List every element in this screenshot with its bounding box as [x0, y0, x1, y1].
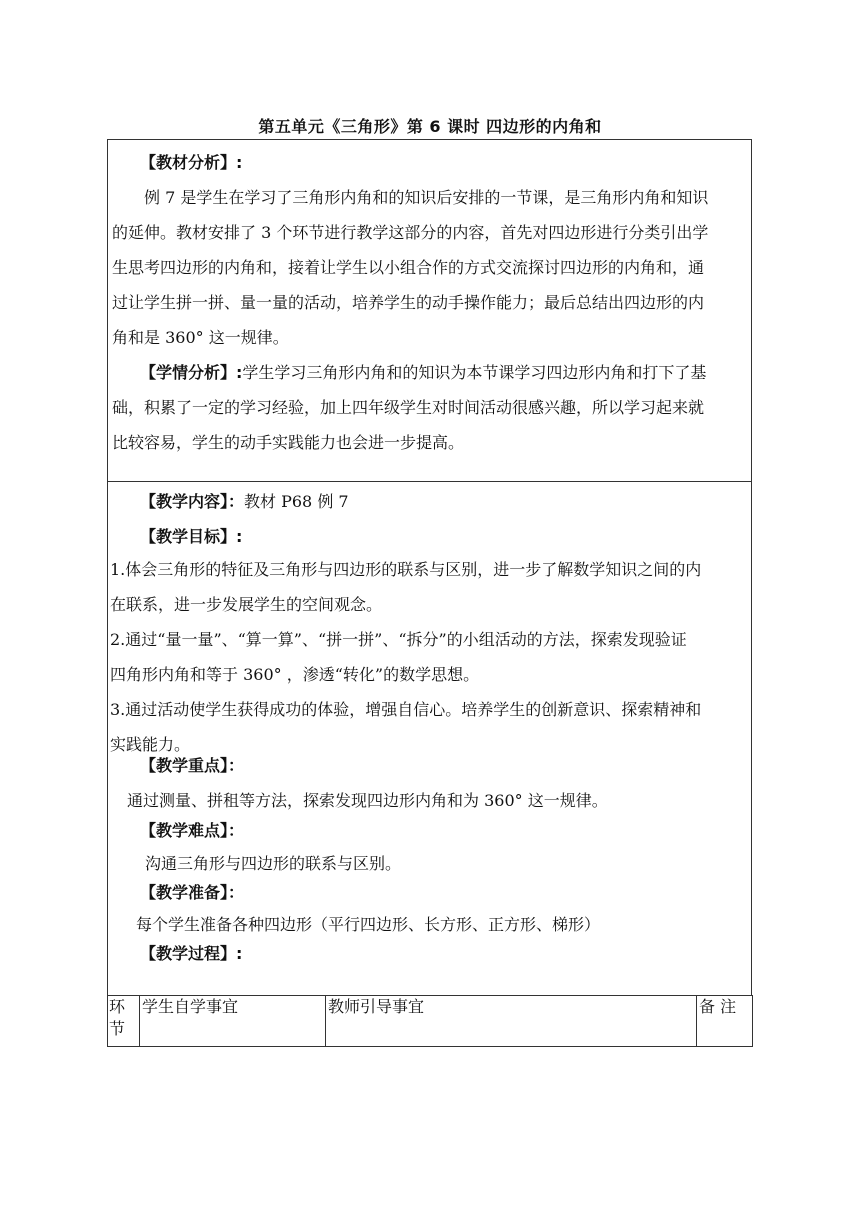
textbook-line-2: 的延伸。教材安排了 3 个环节进行教学这部分的内容，首先对四边形进行分类引出学: [112, 223, 709, 242]
key-point-text: 通过测量、拼租等方法，探索发现四边形内角和为 360° 这一规律。: [127, 791, 608, 810]
preparation-heading: 【教学准备】：: [140, 883, 245, 902]
process-table: [107, 995, 753, 1047]
student-line-3: 比较容易，学生的动手实践能力也会进一步提高。: [112, 433, 465, 452]
page-title: 第五单元《三角形》第 6 课时 四边形的内角和: [258, 117, 602, 136]
content-row: [140, 484, 349, 519]
column-header-student: 学生自学事宜: [140, 996, 326, 1047]
textbook-line-1: 例 7 是学生在学习了三角形内角和的知识后安排的一节课，是三角形内角和知识: [144, 188, 709, 207]
goal-line-4: 四角形内角和等于 360° ，渗透“转化”的数学思想。: [110, 665, 480, 684]
difficulty-heading: 【教学难点】：: [140, 821, 245, 840]
goal-line-2: 在联系，进一步发展学生的空间观念。: [110, 595, 383, 614]
goal-line-6: 实践能力。: [110, 735, 191, 754]
process-heading: 【教学过程】:: [140, 944, 243, 963]
goal-line-5: 3.通过活动使学生获得成功的体验，增强自信心。培养学生的创新意识、探索精神和: [110, 700, 702, 719]
difficulty-text: 沟通三角形与四边形的联系与区别。: [145, 854, 402, 873]
preparation-text: 每个学生准备各种四边形（平行四边形、长方形、正方形、梯形）: [136, 915, 601, 934]
student-line-2: 础，积累了一定的学习经验，加上四年级学生对时间活动很感兴趣，所以学习起来就: [112, 398, 705, 417]
column-header-teacher: 教师引导事宜: [326, 996, 697, 1047]
textbook-line-3: 生思考四边形的内角和，接着让学生以小组合作的方式交流探讨四边形的内角和，通: [112, 258, 705, 277]
table-row: [108, 996, 753, 1047]
goal-line-3: 2.通过“量一量”、“算一算”、“拼一拼”、“拆分”的小组活动的方法，探索发现验证: [110, 630, 687, 649]
student-analysis-heading: 【学情分析】:: [140, 363, 243, 382]
teaching-section: [107, 481, 752, 996]
goal-line-1: 1.体会三角形的特征及三角形与四边形的联系与区别，进一步了解数学知识之间的内: [110, 560, 702, 579]
content-heading: 【教学内容】：: [140, 492, 245, 511]
textbook-line-5: 角和是 360° 这一规律。: [112, 328, 289, 347]
analysis-section: [107, 139, 752, 482]
key-point-heading: 【教学重点】：: [140, 756, 245, 775]
goals-heading: 【教学目标】:: [140, 527, 243, 546]
student-analysis-paragraph: [112, 355, 749, 390]
textbook-analysis-heading: 【教材分析】:: [140, 153, 243, 172]
column-header-segment: 环节: [108, 996, 140, 1047]
column-header-notes: 备 注: [697, 996, 753, 1047]
content-value: 教材 P68 例 7: [244, 492, 349, 511]
textbook-line-4: 过让学生拼一拼、量一量的活动，培养学生的动手操作能力；最后总结出四边形的内: [112, 293, 705, 312]
student-line-1: 学生学习三角形内角和的知识为本节课学习四边形内角和打下了基: [242, 363, 707, 382]
